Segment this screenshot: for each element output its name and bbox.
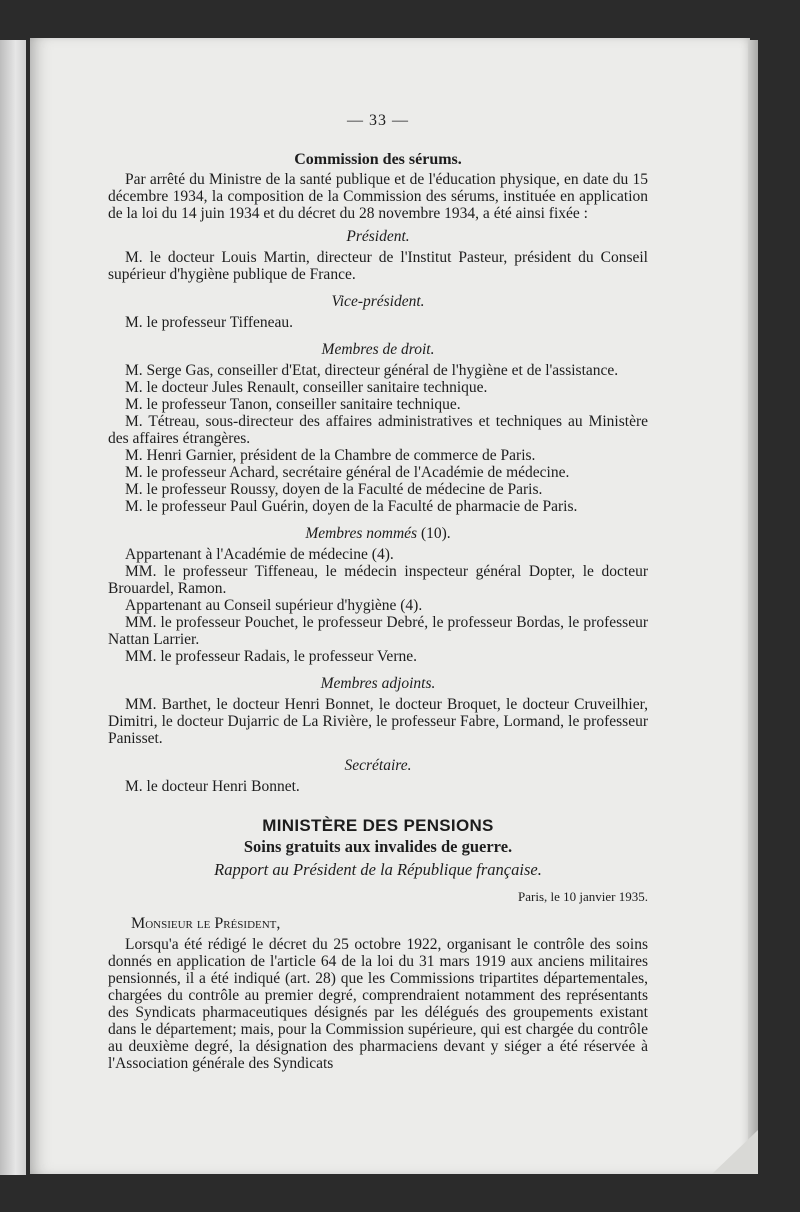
ministry-heading: MINISTÈRE DES PENSIONS xyxy=(262,816,494,835)
vice-president-text: M. le professeur Tiffeneau. xyxy=(125,314,294,331)
left-page-edge xyxy=(0,40,26,1175)
pensions-subtitle: Soins gratuits aux invalides de guerre. xyxy=(243,837,513,856)
commission-intro: Par arrêté du Ministre de la santé publique et de l'éducation physique, en date du 15 décembre 1934, la composition de la Commission des sérums, instituée en application de la loi du 14 juin 1934 et du décret du 28 novembre 1934, a été ainsi fixée : xyxy=(108,171,648,222)
letter-salutation: Monsieur le Président, xyxy=(131,915,281,932)
vice-president-heading: Vice-président. xyxy=(331,293,425,310)
membres-nommes-count: (10). xyxy=(420,525,451,542)
membres-adjoints-text: MM. Barthet, le docteur Henri Bonnet, le docteur Broquet, le docteur Cruveilhier, Dimitri, le docteur Dujarric de La Rivière, le professeur Fabre, Lormand, le professeur Panisset. xyxy=(108,696,648,747)
membres-nommes-label: Membres nommés xyxy=(305,525,418,542)
commission-title: Commission des sérums. xyxy=(294,151,462,168)
letter-date: Paris, le 10 janvier 1935. xyxy=(518,889,648,904)
rapport-heading: Rapport au Président de la République française. xyxy=(214,860,542,879)
secretaire-heading: Secrétaire. xyxy=(344,757,412,774)
membre-nomme-item: Appartenant au Conseil supérieur d'hygiène (4). xyxy=(125,597,423,614)
membres-nommes-heading xyxy=(108,525,648,542)
folded-corner xyxy=(712,1130,758,1174)
membre-nomme-item: Appartenant à l'Académie de médecine (4). xyxy=(125,546,394,563)
page-content xyxy=(108,112,648,1072)
membre-droit-item: M. Tétreau, sous-directeur des affaires administratives et techniques au Ministère des affaires étrangères. xyxy=(108,413,648,447)
page-number: — 33 — xyxy=(347,112,409,129)
membre-droit-item: M. le professeur Paul Guérin, doyen de la Faculté de pharmacie de Paris. xyxy=(125,498,578,515)
letter-body: Lorsqu'a été rédigé le décret du 25 octobre 1922, organisant le contrôle des soins donnés en application de l'article 64 de la loi du 31 mars 1919 aux anciens militaires pensionnés, il a été indiqué (art. 28) que les Commissions tripartites départementales, chargées du contrôle au premier degré, comprendraient notamment des représentants des Syndicats pharmaceutiques désignés par les délégués des groupements existant dans le département; mais, pour la Commission supérieure, qui est chargée du contrôle au deuxième degré, la désignation des pharmaciens devant y siéger a été réservée à l'Association générale des Syndicats xyxy=(108,936,648,1072)
membre-droit-item: M. Serge Gas, conseiller d'Etat, directeur général de l'hygiène et de l'assistance. xyxy=(125,362,619,379)
membres-droit-heading: Membres de droit. xyxy=(321,341,435,358)
membre-droit-item: M. Henri Garnier, président de la Chambre de commerce de Paris. xyxy=(125,447,536,464)
president-text: M. le docteur Louis Martin, directeur de l'Institut Pasteur, président du Conseil supérieur d'hygiène publique de France. xyxy=(108,249,648,283)
membre-nomme-item: MM. le professeur Tiffeneau, le médecin inspecteur général Dopter, le docteur Brouardel, Ramon. xyxy=(108,563,648,597)
membre-nomme-item: MM. le professeur Pouchet, le professeur Debré, le professeur Bordas, le professeur Nattan Larrier. xyxy=(108,614,648,648)
page-stack-edge xyxy=(748,40,758,1170)
membre-droit-item: M. le professeur Achard, secrétaire général de l'Académie de médecine. xyxy=(125,464,570,481)
membres-adjoints-heading: Membres adjoints. xyxy=(320,675,436,692)
membre-nomme-item: MM. le professeur Radais, le professeur Verne. xyxy=(125,648,417,665)
president-heading: Président. xyxy=(346,228,410,245)
membre-droit-item: M. le professeur Tanon, conseiller sanitaire technique. xyxy=(125,396,461,413)
membre-droit-item: M. le professeur Roussy, doyen de la Faculté de médecine de Paris. xyxy=(125,481,543,498)
membre-droit-item: M. le docteur Jules Renault, conseiller sanitaire technique. xyxy=(125,379,488,396)
secretaire-text: M. le docteur Henri Bonnet. xyxy=(125,778,300,795)
